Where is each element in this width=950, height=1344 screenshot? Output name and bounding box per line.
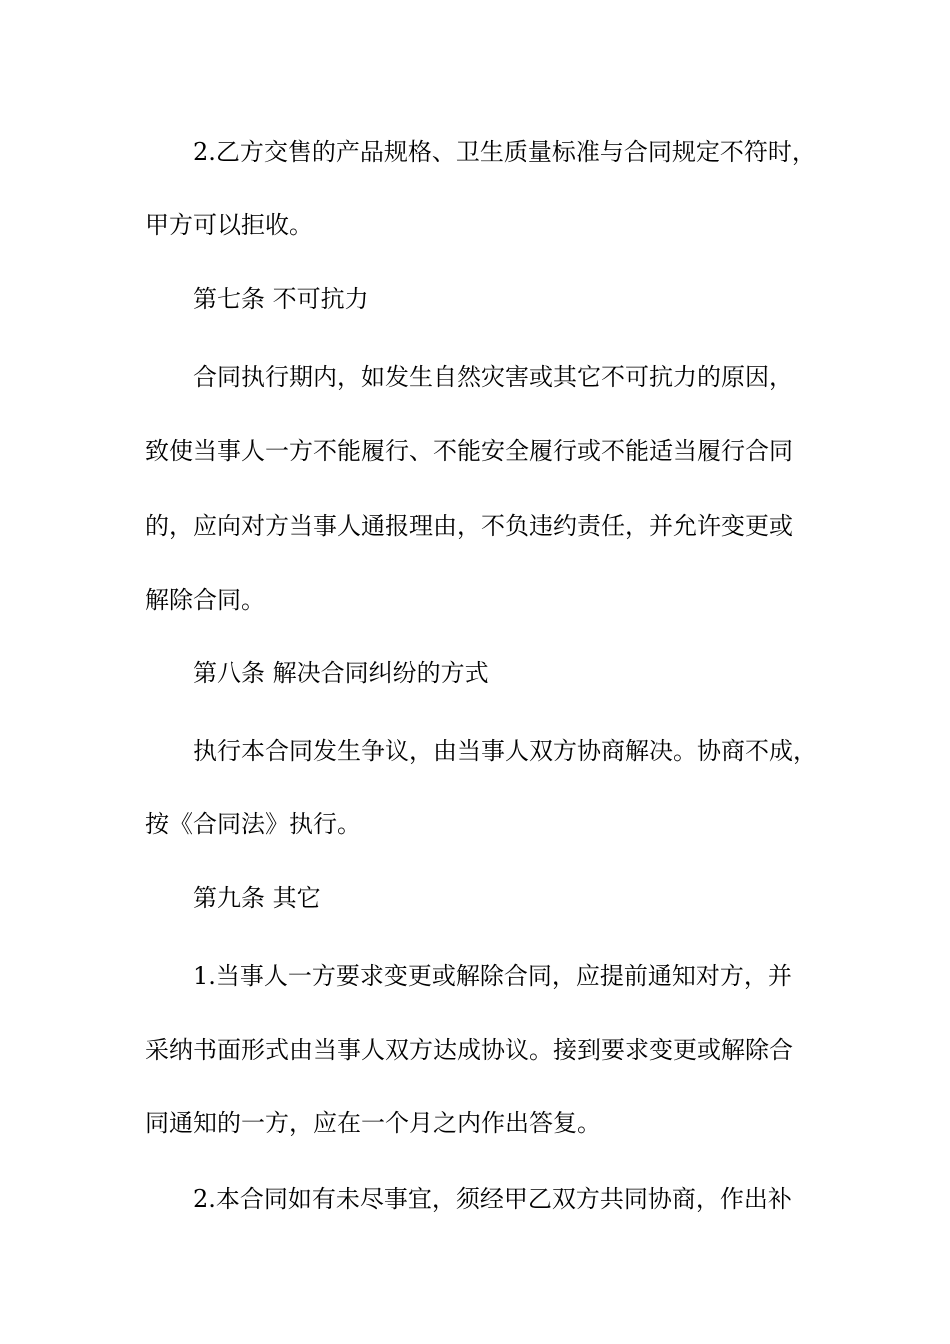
text-line: 2.乙方交售的产品规格、卫生质量标准与合同规定不符时， — [193, 138, 816, 166]
text-line: 合同执行期内，如发生自然灾害或其它不可抗力的原因， — [193, 363, 793, 391]
text-line: 的，应向对方当事人通报理由，不负违约责任，并允许变更或 — [145, 512, 793, 540]
text-line: 采纳书面形式由当事人双方达成协议。接到要求变更或解除合 — [145, 1036, 793, 1064]
section-heading: 第八条 解决合同纠纷的方式 — [193, 659, 489, 687]
section-heading: 第九条 其它 — [193, 884, 321, 912]
text-line: 甲方可以拒收。 — [145, 211, 313, 239]
text-line: 1.当事人一方要求变更或解除合同，应提前通知对方，并 — [193, 962, 792, 990]
text-line: 执行本合同发生争议，由当事人双方协商解决。协商不成， — [193, 737, 817, 765]
text-line: 致使当事人一方不能履行、不能安全履行或不能适当履行合同 — [145, 437, 793, 465]
section-heading: 第七条 不可抗力 — [193, 285, 369, 313]
text-line: 同通知的一方，应在一个月之内作出答复。 — [145, 1109, 601, 1137]
text-line: 2.本合同如有未尽事宜，须经甲乙双方共同协商，作出补 — [193, 1185, 792, 1213]
text-line: 解除合同。 — [145, 586, 265, 614]
text-line: 按《合同法》执行。 — [145, 810, 361, 838]
